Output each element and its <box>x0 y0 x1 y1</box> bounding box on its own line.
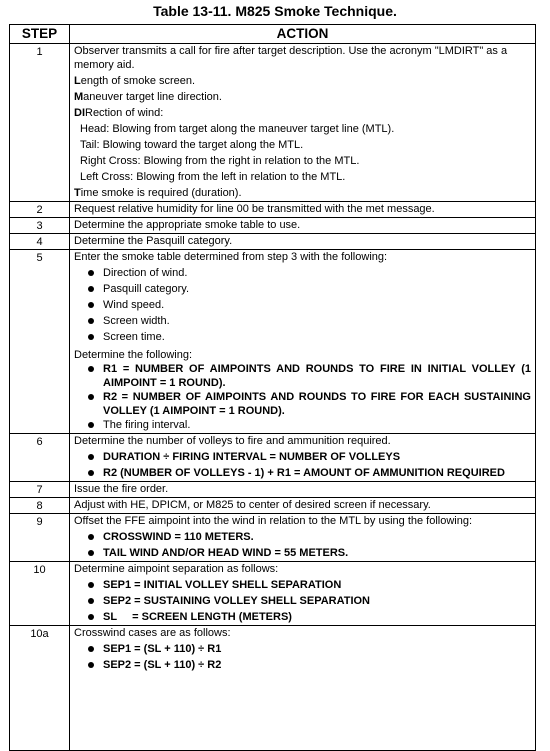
action-text: Determine aimpoint separation as follows: <box>74 563 279 575</box>
acronym-letter: L <box>74 75 81 87</box>
step-number: 4 <box>10 234 70 250</box>
step-header: STEP <box>10 25 70 44</box>
bullet-item: SEP2 = SUSTAINING VOLLEY SHELL SEPARATION <box>74 594 531 608</box>
acronym-text: aneuver target line direction. <box>83 91 222 103</box>
wind-right-cross: Right Cross: Blowing from the right in relation to the MTL. <box>80 155 360 167</box>
table-row <box>10 250 536 434</box>
action-text: Offset the FFE aimpoint into the wind in relation to the MTL by using the following: <box>74 515 473 527</box>
table-row <box>10 498 536 514</box>
table-row <box>10 626 536 751</box>
bullet-item: SEP1 = (SL + 110) ÷ R1 <box>74 642 531 656</box>
bullet-item: DURATION ÷ FIRING INTERVAL = NUMBER OF VOLLEYS <box>74 450 531 464</box>
acronym-letter: DI <box>74 107 85 119</box>
action-cell: Adjust with HE, DPICM, or M825 to center of desired screen if necessary. <box>70 498 536 514</box>
bullet-item: Direction of wind. <box>74 266 531 280</box>
table-row <box>10 562 536 626</box>
table-title: Table 13-11. M825 Smoke Technique. <box>153 3 397 19</box>
action-text: Enter the smoke table determined from step 3 with the following: <box>74 251 388 263</box>
table-row <box>10 202 536 218</box>
step-number: 8 <box>10 498 70 514</box>
step-number: 1 <box>10 44 70 202</box>
bullet-item: SEP2 = (SL + 110) ÷ R2 <box>74 658 531 672</box>
action-cell: Determine the appropriate smoke table to use. <box>70 218 536 234</box>
action-cell <box>70 434 536 482</box>
action-text: Observer transmits a call for fire after target description. Use the acronym "LMDIRT" as a memory aid. <box>74 45 508 71</box>
table-row <box>10 482 536 498</box>
bullet-item: SEP1 = INITIAL VOLLEY SHELL SEPARATION <box>74 578 531 592</box>
bullet-item: The firing interval. <box>74 418 531 432</box>
step-number: 9 <box>10 514 70 562</box>
bullet-item: TAIL WIND AND/OR HEAD WIND = 55 METERS. <box>74 546 531 560</box>
bullet-item: R2 (NUMBER OF VOLLEYS - 1) + R1 = AMOUNT OF AMMUNITION REQUIRED <box>74 466 531 480</box>
table-row <box>10 44 536 202</box>
acronym-line <box>74 74 531 88</box>
smoke-technique-table <box>9 24 536 751</box>
bullet-item: Screen time. <box>74 330 531 344</box>
step-number: 3 <box>10 218 70 234</box>
bullet-item: Screen width. <box>74 314 531 328</box>
action-cell <box>70 562 536 626</box>
table-row <box>10 218 536 234</box>
action-text: Determine the following: <box>74 349 193 361</box>
step-number: 6 <box>10 434 70 482</box>
wind-head: Head: Blowing from target along the maneuver target line (MTL). <box>80 123 395 135</box>
step-number: 10 <box>10 562 70 626</box>
action-text: Determine the number of volleys to fire and ammunition required. <box>74 435 391 447</box>
action-cell <box>70 250 536 434</box>
step-number: 5 <box>10 250 70 434</box>
header-row <box>10 25 536 44</box>
bullet-item: Wind speed. <box>74 298 531 312</box>
acronym-text: ength of smoke screen. <box>80 75 196 87</box>
acronym-line <box>74 186 531 200</box>
action-cell <box>70 626 536 751</box>
acronym-line <box>74 90 531 104</box>
table-row <box>10 514 536 562</box>
step-number: 7 <box>10 482 70 498</box>
bullet-item: R2 = NUMBER OF AIMPOINTS AND ROUNDS TO FIRE FOR EACH SUSTAINING VOLLEY (1 AIMPOINT = 1 ROUND). <box>74 390 531 418</box>
table-row <box>10 434 536 482</box>
bullet-item: CROSSWIND = 110 METERS. <box>74 530 531 544</box>
table-row <box>10 234 536 250</box>
acronym-text: Rection of wind: <box>85 107 164 119</box>
bullet-item: Pasquill category. <box>74 282 531 296</box>
step-number: 2 <box>10 202 70 218</box>
step-number: 10a <box>10 626 70 751</box>
wind-tail: Tail: Blowing toward the target along the MTL. <box>80 139 304 151</box>
action-cell <box>70 44 536 202</box>
acronym-letter: M <box>74 91 84 103</box>
acronym-letter: T <box>74 187 81 199</box>
bullet-item: SL = SCREEN LENGTH (METERS) <box>74 610 531 624</box>
acronym-text: ime smoke is required (duration). <box>80 187 242 199</box>
action-cell <box>70 514 536 562</box>
action-text: Crosswind cases are as follows: <box>74 627 231 639</box>
action-cell: Request relative humidity for line 00 be transmitted with the met message. <box>70 202 536 218</box>
action-header: ACTION <box>70 25 536 44</box>
action-cell: Determine the Pasquill category. <box>70 234 536 250</box>
wind-left-cross: Left Cross: Blowing from the left in relation to the MTL. <box>80 171 346 183</box>
action-cell: Issue the fire order. <box>70 482 536 498</box>
bullet-item: R1 = NUMBER OF AIMPOINTS AND ROUNDS TO FIRE IN INITIAL VOLLEY (1 AIMPOINT = 1 ROUND). <box>74 362 531 390</box>
acronym-line <box>74 106 531 120</box>
